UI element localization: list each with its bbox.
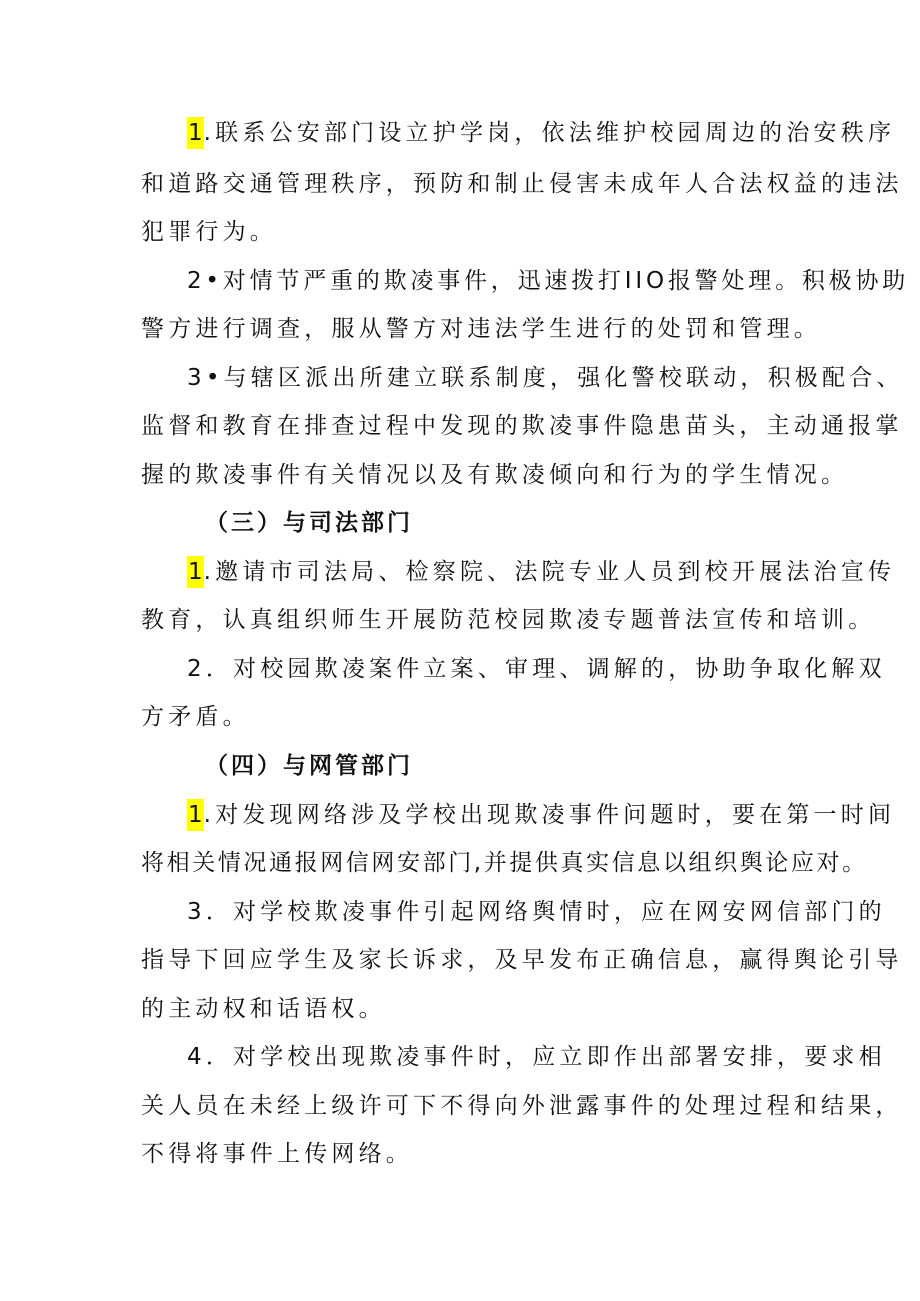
highlight-marker: 1	[187, 799, 204, 831]
paragraph-police-1-line-1	[187, 117, 895, 149]
paragraph-network-3-line-3: 的主动权和话语权。	[141, 996, 386, 1022]
paragraph-judicial-2-line-2: 方矛盾。	[141, 704, 250, 730]
paragraph-judicial-1-line-2: 教育，认真组织师生开展防范校园欺凌专题普法宣传和培训。	[141, 607, 876, 633]
paragraph-police-3-line-3: 握的欺凌事件有关情况以及有欺凌倾向和行为的学生情况。	[141, 462, 849, 488]
paragraph-network-1-line-1	[187, 799, 895, 831]
highlight-marker: 1	[187, 556, 204, 588]
section-heading-network: （四）与网管部门	[205, 753, 413, 779]
paragraph-police-2-line-1: 2•对情节严重的欺凌事件，迅速拨打IIO报警处理。积极协助	[187, 268, 910, 294]
paragraph-network-4-line-2: 关人员在未经上级许可下不得向外泄露事件的处理过程和结果，	[141, 1093, 903, 1119]
paragraph-police-1-line-3: 犯罪行为。	[141, 219, 277, 245]
section-heading-judicial: （三）与司法部门	[205, 510, 413, 536]
line-text: .邀请市司法局、检察院、法院专业人员到校开展法治宣传	[203, 559, 896, 585]
paragraph-network-4-line-3: 不得将事件上传网络。	[141, 1141, 413, 1167]
paragraph-judicial-2-line-1: 2．对校园欺凌案件立案、审理、调解的，协助争取化解双	[187, 656, 886, 682]
paragraph-judicial-1-line-1	[187, 556, 895, 588]
paragraph-network-1-line-2: 将相关情况通报网信网安部门,并提供真实信息以组织舆论应对。	[141, 850, 868, 876]
line-text: .联系公安部门设立护学岗，依法维护校园周边的治安秩序	[203, 120, 896, 146]
highlight-marker: 1	[187, 117, 204, 149]
paragraph-network-3-line-2: 指导下回应学生及家长诉求，及早发布正确信息，赢得舆论引导	[141, 947, 903, 973]
paragraph-network-3-line-1: 3．对学校欺凌事件引起网络舆情时，应在网安网信部门的	[187, 899, 886, 925]
line-text: .对发现网络涉及学校出现欺凌事件问题时，要在第一时间	[203, 802, 896, 828]
paragraph-police-1-line-2: 和道路交通管理秩序，预防和制止侵害未成年人合法权益的违法	[141, 171, 903, 197]
paragraph-network-4-line-1: 4．对学校出现欺凌事件时，应立即作出部署安排，要求相	[187, 1044, 886, 1070]
paragraph-police-3-line-2: 监督和教育在排查过程中发现的欺凌事件隐患苗头，主动通报掌	[141, 413, 903, 439]
paragraph-police-3-line-1: 3•与辖区派出所建立联系制度，强化警校联动，积极配合、	[187, 365, 904, 391]
paragraph-police-2-line-2: 警方进行调查，服从警方对违法学生进行的处罚和管理。	[141, 316, 821, 342]
